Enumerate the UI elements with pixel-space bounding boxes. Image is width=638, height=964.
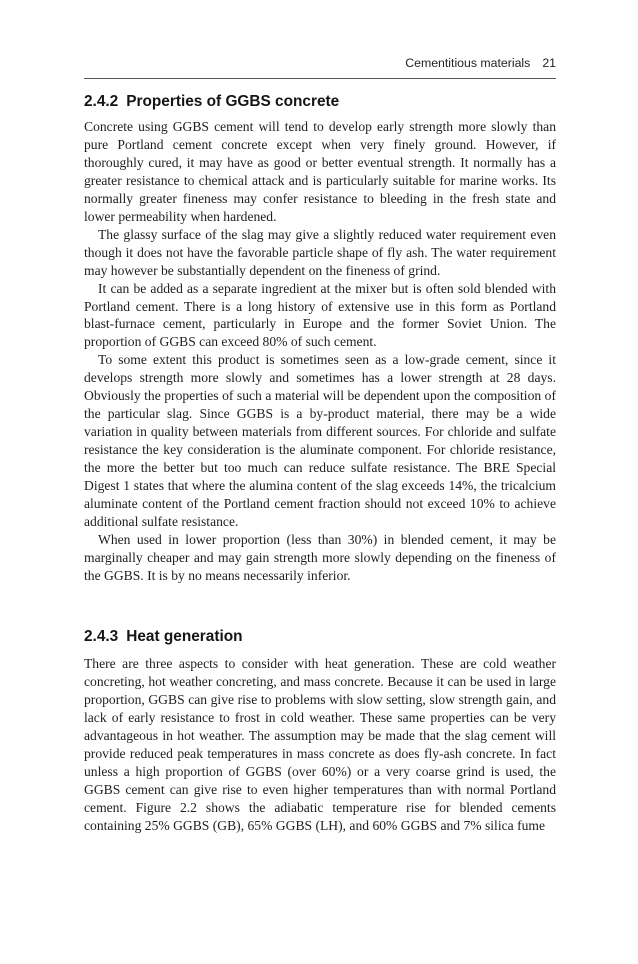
section-number: 2.4.3 xyxy=(84,628,119,645)
section-title: Heat generation xyxy=(126,628,243,645)
paragraph: When used in lower proportion (less than 30%) in blended cement, it may be marginally cheaper and may gain strength more slowly depending on the fineness of the GGBS. It is by no means necessarily inferior. xyxy=(84,531,556,583)
section-title: Properties of GGBS concrete xyxy=(126,93,340,110)
page-number: 21 xyxy=(542,56,556,70)
paragraph: Concrete using GGBS cement will tend to develop early strength more slowly than pure Portland cement concrete except when very finely ground. However, if thoroughly cured, it may have as good or better eventual strength. It normally has a greater resistance to chemical attack and is particularly suitable for marine works. Its normally greater fineness may confer resistance to bleeding in the fresh state and lower permeability when hardened. xyxy=(84,119,556,224)
section-properties-of-ggbs-concrete xyxy=(84,92,556,585)
section-heading xyxy=(84,627,556,647)
running-header xyxy=(84,56,556,70)
header-rule xyxy=(84,78,556,79)
paragraph: The glassy surface of the slag may give a slightly reduced water requirement even though it does not have the favorable particle shape of fly ash. The water requirement may however be substantially dependent on the fineness of grind. xyxy=(84,226,556,278)
section-heading xyxy=(84,92,556,112)
paragraph: There are three aspects to consider with heat generation. These are cold weather concreting, hot weather concreting, and mass concrete. Because it can be used in large proportion, GGBS can give rise to problems with slow setting, slow strength gain, and lack of early resistance to frost in cold weather. These same properties can be very advantageous in hot weather. The assumption may be made that the slag cement will provide reduced peak temperatures in mass concrete as does fly-ash concrete. In fact unless a high proportion of GGBS (over 60%) or a very coarse grind is used, the GGBS cement can give rise to even higher temperatures than with normal Portland cement. Figure 2.2 shows the adiabatic temperature rise for blended cements containing 25% GGBS (GB), 65% GGBS (LH), and 60% GGBS and 7% silica fume xyxy=(84,656,556,833)
paragraph: It can be added as a separate ingredient at the mixer but is often sold blended with Portland cement. There is a long history of extensive use in this form as Portland blast-furnace cement, particularly in Europe and the former Soviet Union. The proportion of GGBS can exceed 80% of such cement. xyxy=(84,280,556,350)
paragraph: To some extent this product is sometimes seen as a low-grade cement, since it develops strength more slowly and sometimes has a lower strength at 28 days. Obviously the properties of such a material will be dependent upon the composition of the particular slag. Since GGBS is a by-product material, there may be a wide variation in quality between materials from different sources. For chloride and sulfate resistance the key consideration is the aluminate component. For chloride resistance, the more the better but too much can reduce sulfate resistance. The BRE Special Digest 1 states that where the alumina content of the slag exceeds 14%, the tricalcium aluminate content of the Portland cement fraction should not exceed 10% to achieve additional sulfate resistance. xyxy=(84,352,556,529)
running-title: Cementitious materials xyxy=(405,56,531,70)
section-number: 2.4.2 xyxy=(84,93,119,110)
section-heat-generation xyxy=(84,627,556,835)
